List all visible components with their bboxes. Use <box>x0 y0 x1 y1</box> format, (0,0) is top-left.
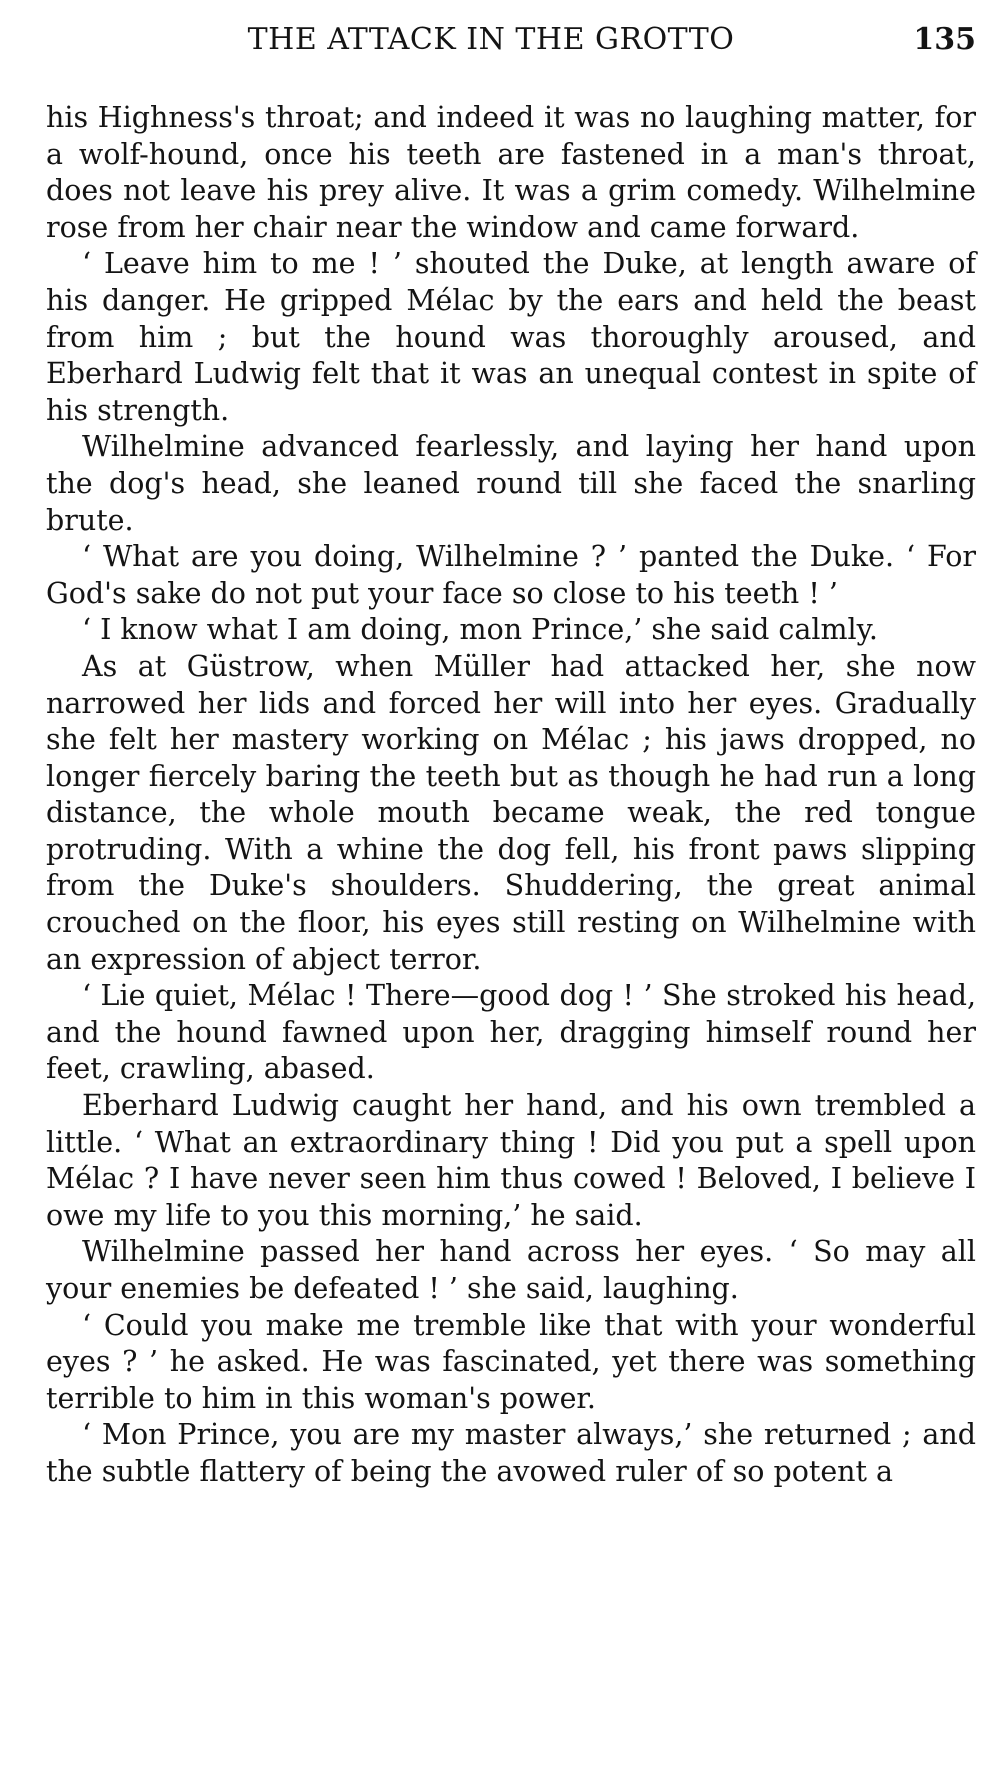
paragraph: ‘ Could you make me tremble like that with your wonderful eyes ? ’ he asked. He was fascinated, yet there was something terrible to him in this woman's power. <box>46 1308 976 1415</box>
paragraph: Wilhelmine advanced fearlessly, and laying her hand upon the dog's head, she leaned round till she faced the snarling brute. <box>46 430 976 537</box>
body-text <box>46 100 976 1491</box>
running-header <box>46 22 976 68</box>
paragraph: ‘ Lie quiet, Mélac ! There—good dog ! ’ She stroked his head, and the hound fawned upon her, dragging himself round her feet, crawling, abased. <box>46 979 976 1086</box>
paragraph: ‘ What are you doing, Wilhelmine ? ’ panted the Duke. ‘ For God's sake do not put your face so close to his teeth ! ’ <box>46 540 976 610</box>
paragraph: ‘ I know what I am doing, mon Prince,’ she said calmly. <box>82 613 878 647</box>
paragraph: As at Güstrow, when Müller had attacked her, she now narrowed her lids and forced her will into her eyes. Gradually she felt her mastery working on Mélac ; his jaws dropped, no longer fiercely baring the teeth but as though he had run a long distance, the whole mouth became weak, the red tongue protruding. With a whine the dog fell, his front paws slipping from the Duke's shoulders. Shuddering, the great animal crouched on the floor, his eyes still resting on Wilhelmine with an expression of abject terror. <box>46 649 976 976</box>
paragraph: Eberhard Ludwig caught her hand, and his own trembled a little. ‘ What an extraordinary thing ! Did you put a spell upon Mélac ? I have never seen him thus cowed ! Beloved, I believe I owe my life to you this morning,’ he said. <box>46 1089 976 1232</box>
paragraph: Wilhelmine passed her hand across her eyes. ‘ So may all your enemies be defeated ! ’ she said, laughing. <box>46 1235 976 1305</box>
chapter-title: THE ATTACK IN THE GROTTO <box>247 22 735 57</box>
paragraph: his Highness's throat; and indeed it was no laughing matter, for a wolf-hound, once his teeth are fastened in a man's throat, does not leave his prey alive. It was a grim comedy. Wilhelmine rose from her chair near the window and came forward. <box>46 101 976 244</box>
paragraph: ‘ Mon Prince, you are my master always,’ she returned ; and the subtle flattery of being the avowed ruler of so potent a <box>46 1418 976 1488</box>
page-number: 135 <box>913 22 976 57</box>
paragraph: ‘ Leave him to me ! ’ shouted the Duke, at length aware of his danger. He gripped Mélac by the ears and held the beast from him ; but the hound was thoroughly aroused, and Eberhard Ludwig felt that it was an unequal contest in spite of his strength. <box>46 247 976 427</box>
